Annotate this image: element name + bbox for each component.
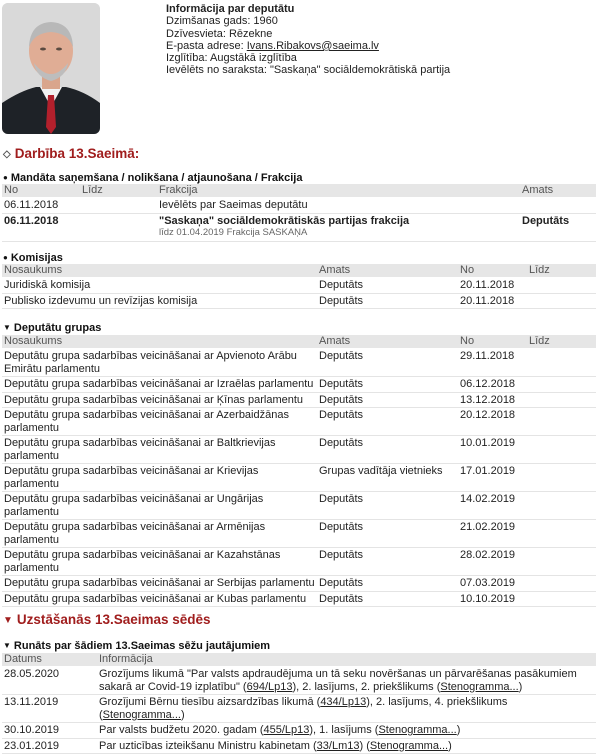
cell-from: 17.01.2019 [458,464,527,492]
deputy-photo [2,3,100,134]
cell-name: Deputātu grupa sadarbības veicināšanai ar Baltkrievijas parlamentu [2,436,317,464]
cell-to [527,520,596,548]
cell-to [527,392,596,408]
column-header: Frakcija [157,184,520,198]
cell-to [527,591,596,607]
table-row [2,738,596,754]
cell-role: Deputāts [317,492,458,520]
cell-from: 21.02.2019 [458,520,527,548]
cell-from: 14.02.2019 [458,492,527,520]
column-header: Līdz [527,264,596,278]
cell-name: Deputātu grupa sadarbības veicināšanai ar Krievijas parlamentu [2,464,317,492]
document-link[interactable]: 694/Lp13 [246,680,293,693]
cell-to [527,492,596,520]
column-header: Informācija [97,653,596,667]
cell-name: Deputātu grupa sadarbības veicināšanai ar Armēnijas parlamentu [2,520,317,548]
cell-from: 07.03.2019 [458,576,527,592]
speech-text: ), 2. lasījums, 2. priekšlikums ( [292,680,441,693]
table-row [2,392,596,408]
cell-from: 06.12.2018 [458,377,527,393]
speeches-section-title[interactable] [3,612,211,627]
cell-from: 29.11.2018 [458,349,527,377]
cell-from: 20.11.2018 [458,278,527,294]
cell-date: 13.11.2019 [2,695,97,723]
cell-faction [157,213,520,241]
cell-from: 28.02.2019 [458,548,527,576]
stenogram-link[interactable]: Stenogramma... [102,708,181,721]
cell-from: 20.11.2018 [458,293,527,309]
cell-name: Deputātu grupa sadarbības veicināšanai ar Ungārijas parlamentu [2,492,317,520]
activity-title-text: Darbība 13.Saeimā: [14,146,140,161]
speeches-title-text: Uzstāšanās 13.Saeimas sēdēs [16,612,211,627]
cell-role: Deputāts [317,349,458,377]
faction-note: līdz 01.04.2019 Frakcija SASKAŅA [159,227,308,238]
faction-name: "Saskaņa" sociāldemokrātiskās partijas frakcija [159,214,410,227]
info-email-row [166,40,596,52]
cell-role: Deputāts [317,392,458,408]
stenogram-link[interactable]: Stenogramma... [440,680,519,693]
cell-name: Deputātu grupa sadarbības veicināšanai ar Izraēlas parlamentu [2,377,317,393]
cell-role: Deputāts [520,213,596,241]
table-header-row [2,184,596,198]
table-header-row [2,335,596,349]
column-header: No [458,335,527,349]
cell-name: Deputātu grupa sadarbības veicināšanai ar Ķīnas parlamentu [2,392,317,408]
cell-date: 23.01.2019 [2,738,97,754]
cell-from: 20.12.2018 [458,408,527,436]
cell-to [527,377,596,393]
email-link[interactable]: Ivans.Ribakovs@saeima.lv [246,39,379,52]
cell-info [97,667,596,695]
bullet-icon: ● [3,173,8,182]
info-residence: Dzīvesvieta: Rēzekne [166,27,273,40]
deputy-info [166,3,596,77]
diamond-icon: ◇ [3,149,11,160]
groups-table [2,335,596,607]
table-row [2,436,596,464]
cell-from: 10.10.2019 [458,591,527,607]
table-row [2,591,596,607]
info-birth: Dzimšanas gads: 1960 [166,15,278,28]
info-elected: Ievēlēts no saraksta: "Saskaņa" sociāldemokrātiskā partija [166,64,451,77]
table-row [2,213,596,241]
cell-to [80,198,157,214]
cell-to [527,436,596,464]
cell-from: 13.12.2018 [458,392,527,408]
speech-text: Par valsts budžetu 2020. gadam ( [99,724,264,736]
speeches-sub-text: Runāts par šādiem 13.Saeimas sēžu jautājumiem [13,640,271,652]
speech-text: Grozījums likumā "Par valsts apdraudējuma un tā seku novēršanas un pārvarēšanas pasākumiem sakarā ar Covid-19 izplatību" ( [99,668,577,693]
info-title: Informācija par deputātu [166,3,295,15]
mandate-title-text: Mandāta saņemšana / nolikšana / atjaunošana / Frakcija [10,172,303,184]
table-row [2,293,596,309]
table-row [2,349,596,377]
collapse-arrow-icon[interactable]: ▼ [3,615,13,626]
speech-text: ) [518,680,523,693]
mandate-table [2,184,596,242]
commissions-subtitle [3,252,63,264]
cell-info [97,695,596,723]
cell-name: Deputātu grupa sadarbības veicināšanai ar Kazahstānas parlamentu [2,548,317,576]
column-header: Amats [520,184,596,198]
speech-text: ) [456,724,461,736]
stenogram-link[interactable]: Stenogramma... [378,724,457,736]
cell-to [527,548,596,576]
cell-to [527,349,596,377]
table-header-row [2,264,596,278]
speech-text: ), 1. lasījums ( [309,724,379,736]
bullet-icon: ● [3,253,8,262]
cell-from: 06.11.2018 [2,213,80,241]
column-header: Nosaukums [2,264,317,278]
cell-role: Deputāts [317,377,458,393]
column-header: Līdz [527,335,596,349]
cell-name: Publisko izdevumu un revīzijas komisija [2,293,317,309]
cell-info [97,723,596,739]
column-header: No [458,264,527,278]
commissions-title-text: Komisijas [10,252,63,264]
document-link[interactable]: 455/Lp13 [263,724,310,736]
cell-faction: Ievēlēts par Saeimas deputātu [157,198,520,214]
document-link[interactable]: 434/Lp13 [320,696,367,708]
cell-role: Deputāts [317,548,458,576]
speech-text: Par uzticības izteikšanu Ministru kabinetam ( [99,739,317,752]
column-header: No [2,184,80,198]
commissions-table [2,264,596,309]
info-email-label: E-pasta adrese: [166,39,244,52]
cell-name: Deputātu grupa sadarbības veicināšanai ar Kubas parlamentu [2,591,317,607]
table-row [2,464,596,492]
cell-name: Deputātu grupa sadarbības veicināšanai ar Azerbaidžānas parlamentu [2,408,317,436]
groups-subtitle[interactable] [3,322,101,334]
mandate-subtitle [3,172,302,184]
collapse-arrow-icon[interactable]: ▼ [3,641,11,650]
cell-role: Deputāts [317,278,458,294]
cell-role: Deputāts [317,408,458,436]
cell-to [80,213,157,241]
table-row [2,520,596,548]
cell-name: Deputātu grupa sadarbības veicināšanai ar Apvienoto Arābu Emirātu parlamentu [2,349,317,377]
cell-role: Grupas vadītāja vietnieks [317,464,458,492]
speech-text: ) ( [359,739,370,752]
collapse-arrow-icon[interactable]: ▼ [3,323,11,332]
info-education: Izglītība: Augstākā izglītība [166,52,297,65]
column-header: Nosaukums [2,335,317,349]
cell-from: 10.01.2019 [458,436,527,464]
cell-to [527,464,596,492]
cell-role: Deputāts [317,436,458,464]
cell-role [520,198,596,214]
cell-name: Deputātu grupa sadarbības veicināšanai ar Serbijas parlamentu [2,576,317,592]
speeches-table [2,653,596,754]
table-row [2,278,596,294]
table-row [2,695,596,723]
column-header: Amats [317,264,458,278]
cell-from: 06.11.2018 [2,198,80,214]
speeches-subtitle[interactable] [3,640,270,652]
cell-date: 30.10.2019 [2,723,97,739]
table-row [2,723,596,739]
table-header-row [2,653,596,667]
speech-text: ) [448,739,452,752]
table-row [2,492,596,520]
cell-role: Deputāts [317,591,458,607]
speech-text: Grozījumi Bērnu tiesību aizsardzības likumā ( [99,696,321,708]
table-row [2,377,596,393]
table-row [2,408,596,436]
column-header: Līdz [80,184,157,198]
portrait-image [2,3,100,134]
speech-text: ), 2. lasījums, 4. priekšlikums ( [99,696,508,721]
cell-to [527,408,596,436]
cell-to [527,293,596,309]
table-row [2,548,596,576]
column-header: Amats [317,335,458,349]
cell-to [527,576,596,592]
cell-role: Deputāts [317,520,458,548]
stenogram-link[interactable]: Stenogramma... [369,739,449,752]
column-header: Datums [2,653,97,667]
document-link[interactable]: 33/Lm13 [316,739,360,752]
table-row [2,576,596,592]
cell-info [97,738,596,754]
activity-section-title [3,146,139,161]
table-row [2,667,596,695]
speech-text: ) [180,708,185,721]
cell-to [527,278,596,294]
groups-title-text: Deputātu grupas [13,322,102,334]
cell-role: Deputāts [317,576,458,592]
cell-name: Juridiskā komisija [2,278,317,294]
cell-role: Deputāts [317,293,458,309]
table-row [2,198,596,214]
cell-date: 28.05.2020 [2,667,97,695]
